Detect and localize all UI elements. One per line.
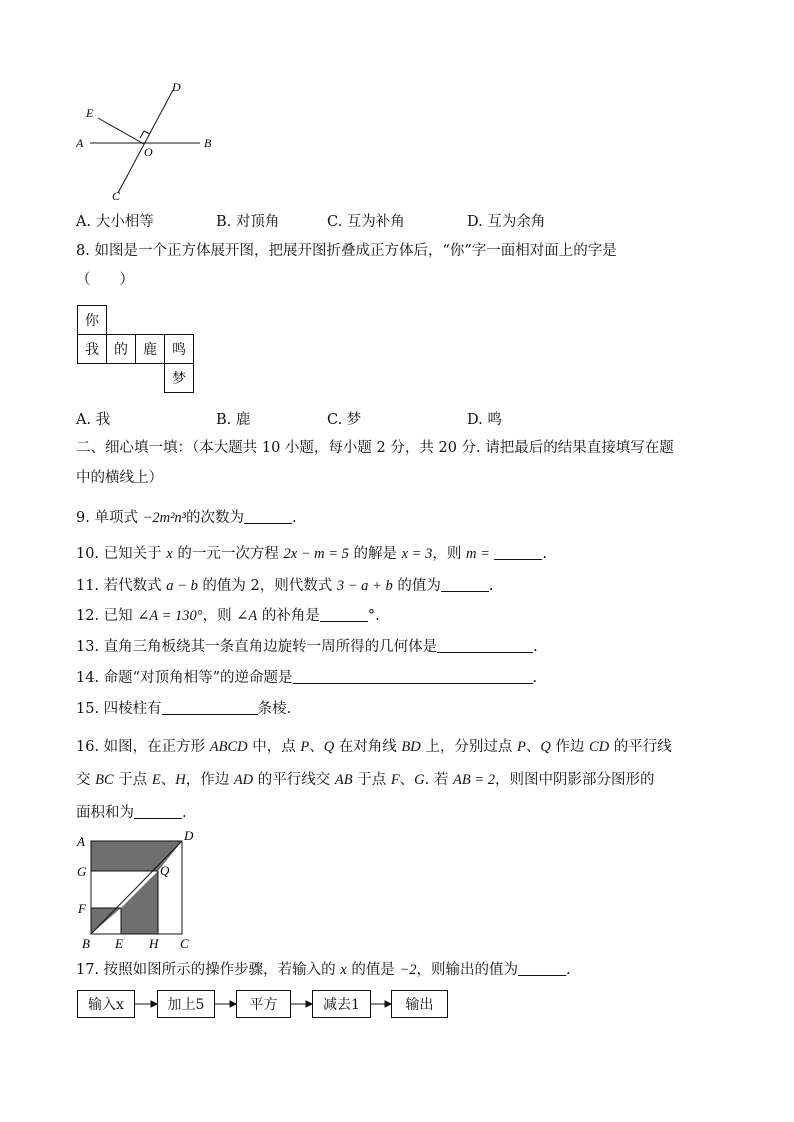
question-16-line1: 16. 如图，在正方形 ABCD 中，点 P、Q 在对角线 BD 上，分别过点 P、Q 作边 CD 的平行线 xyxy=(76,739,672,755)
flow-step-add5: 加上5 xyxy=(157,990,215,1018)
q7-option-d: D. 互为余角 xyxy=(467,214,546,230)
question-10: 10. 已知关于 x 的一元一次方程 2x − m = 5 的解是 x = 3，则 m = . xyxy=(76,546,548,562)
question-11: 11. 若代数式 a − b 的值为 2，则代数式 3 − a + b 的值为 . xyxy=(76,578,494,594)
question-14: 14. 命题“对顶角相等”的逆命题是 . xyxy=(76,670,538,686)
arrow-2-head xyxy=(230,1001,236,1007)
flow-step-input: 输入x xyxy=(77,990,135,1018)
q7-option-c: C. 互为补角 xyxy=(327,214,405,230)
arrow-4-head xyxy=(385,1001,391,1007)
q8-option-b: B. 鹿 xyxy=(216,412,251,428)
question-15: 15. 四棱柱有 条棱. xyxy=(76,701,292,717)
q8-stem: 8. 如图是一个正方体展开图，把展开图折叠成正方体后，“你”字一面相对面上的字是 xyxy=(76,243,617,259)
label-q: Q xyxy=(160,863,170,878)
net-cell: 的 xyxy=(107,335,136,364)
q8-option-c: C. 梦 xyxy=(327,412,362,428)
section2-heading-line1: 二、细心填一填：（本大题共 10 小题，每小题 2 分，共 20 分. 请把最后的结果直接填写在题 xyxy=(76,440,674,456)
label-a: A xyxy=(77,834,85,849)
label-f: F xyxy=(78,901,86,916)
label-c: C xyxy=(112,189,121,203)
net-cell-bottom: 梦 xyxy=(165,364,194,393)
question-16-line3: 面积和为 . xyxy=(76,805,187,821)
question-12: 12. 已知 ∠A = 130°，则 ∠A 的补角是 °. xyxy=(76,608,380,624)
question-17: 17. 按照如图所示的操作步骤，若输入的 x 的值是 −2，则输出的值为 . xyxy=(76,962,571,978)
label-b: B xyxy=(82,936,90,951)
q8-option-d: D. 鸣 xyxy=(467,412,502,428)
label-d: D xyxy=(184,828,194,843)
label-a: A xyxy=(76,136,84,150)
net-cell: 鹿 xyxy=(136,335,165,364)
arrow-1-head xyxy=(151,1001,157,1007)
label-e: E xyxy=(115,936,123,951)
q7-option-b: B. 对顶角 xyxy=(216,214,280,230)
flow-step-output: 输出 xyxy=(391,990,448,1018)
arrow-3-head xyxy=(306,1001,312,1007)
label-o: O xyxy=(144,145,153,159)
question-13: 13. 直角三角板绕其一条直角边旋转一周所得的几何体是 . xyxy=(76,639,538,655)
label-c: C xyxy=(180,936,189,951)
label-b: B xyxy=(204,136,212,150)
question-16-line2: 交 BC 于点 E、H，作边 AD 的平行线交 AB 于点 F、G. 若 AB = 2，则图中阴影部分图形的 xyxy=(76,772,655,788)
net-cell: 鸣 xyxy=(165,335,194,364)
section2-heading-line2: 中的横线上） xyxy=(76,470,163,486)
q8-option-a: A. 我 xyxy=(76,412,111,428)
label-e: E xyxy=(86,106,94,120)
q7-option-a: A. 大小相等 xyxy=(76,214,154,230)
label-g: G xyxy=(77,864,87,879)
net-cell-top: 你 xyxy=(78,306,107,335)
flow-step-square: 平方 xyxy=(236,990,291,1018)
flow-step-minus1: 减去1 xyxy=(312,990,371,1018)
label-h: H xyxy=(149,936,159,951)
label-d: D xyxy=(172,80,181,94)
question-9: 9. 单项式 −2m²n³的次数为 . xyxy=(76,510,297,526)
net-cell: 我 xyxy=(78,335,107,364)
q8-paren: （ ） xyxy=(76,272,134,288)
